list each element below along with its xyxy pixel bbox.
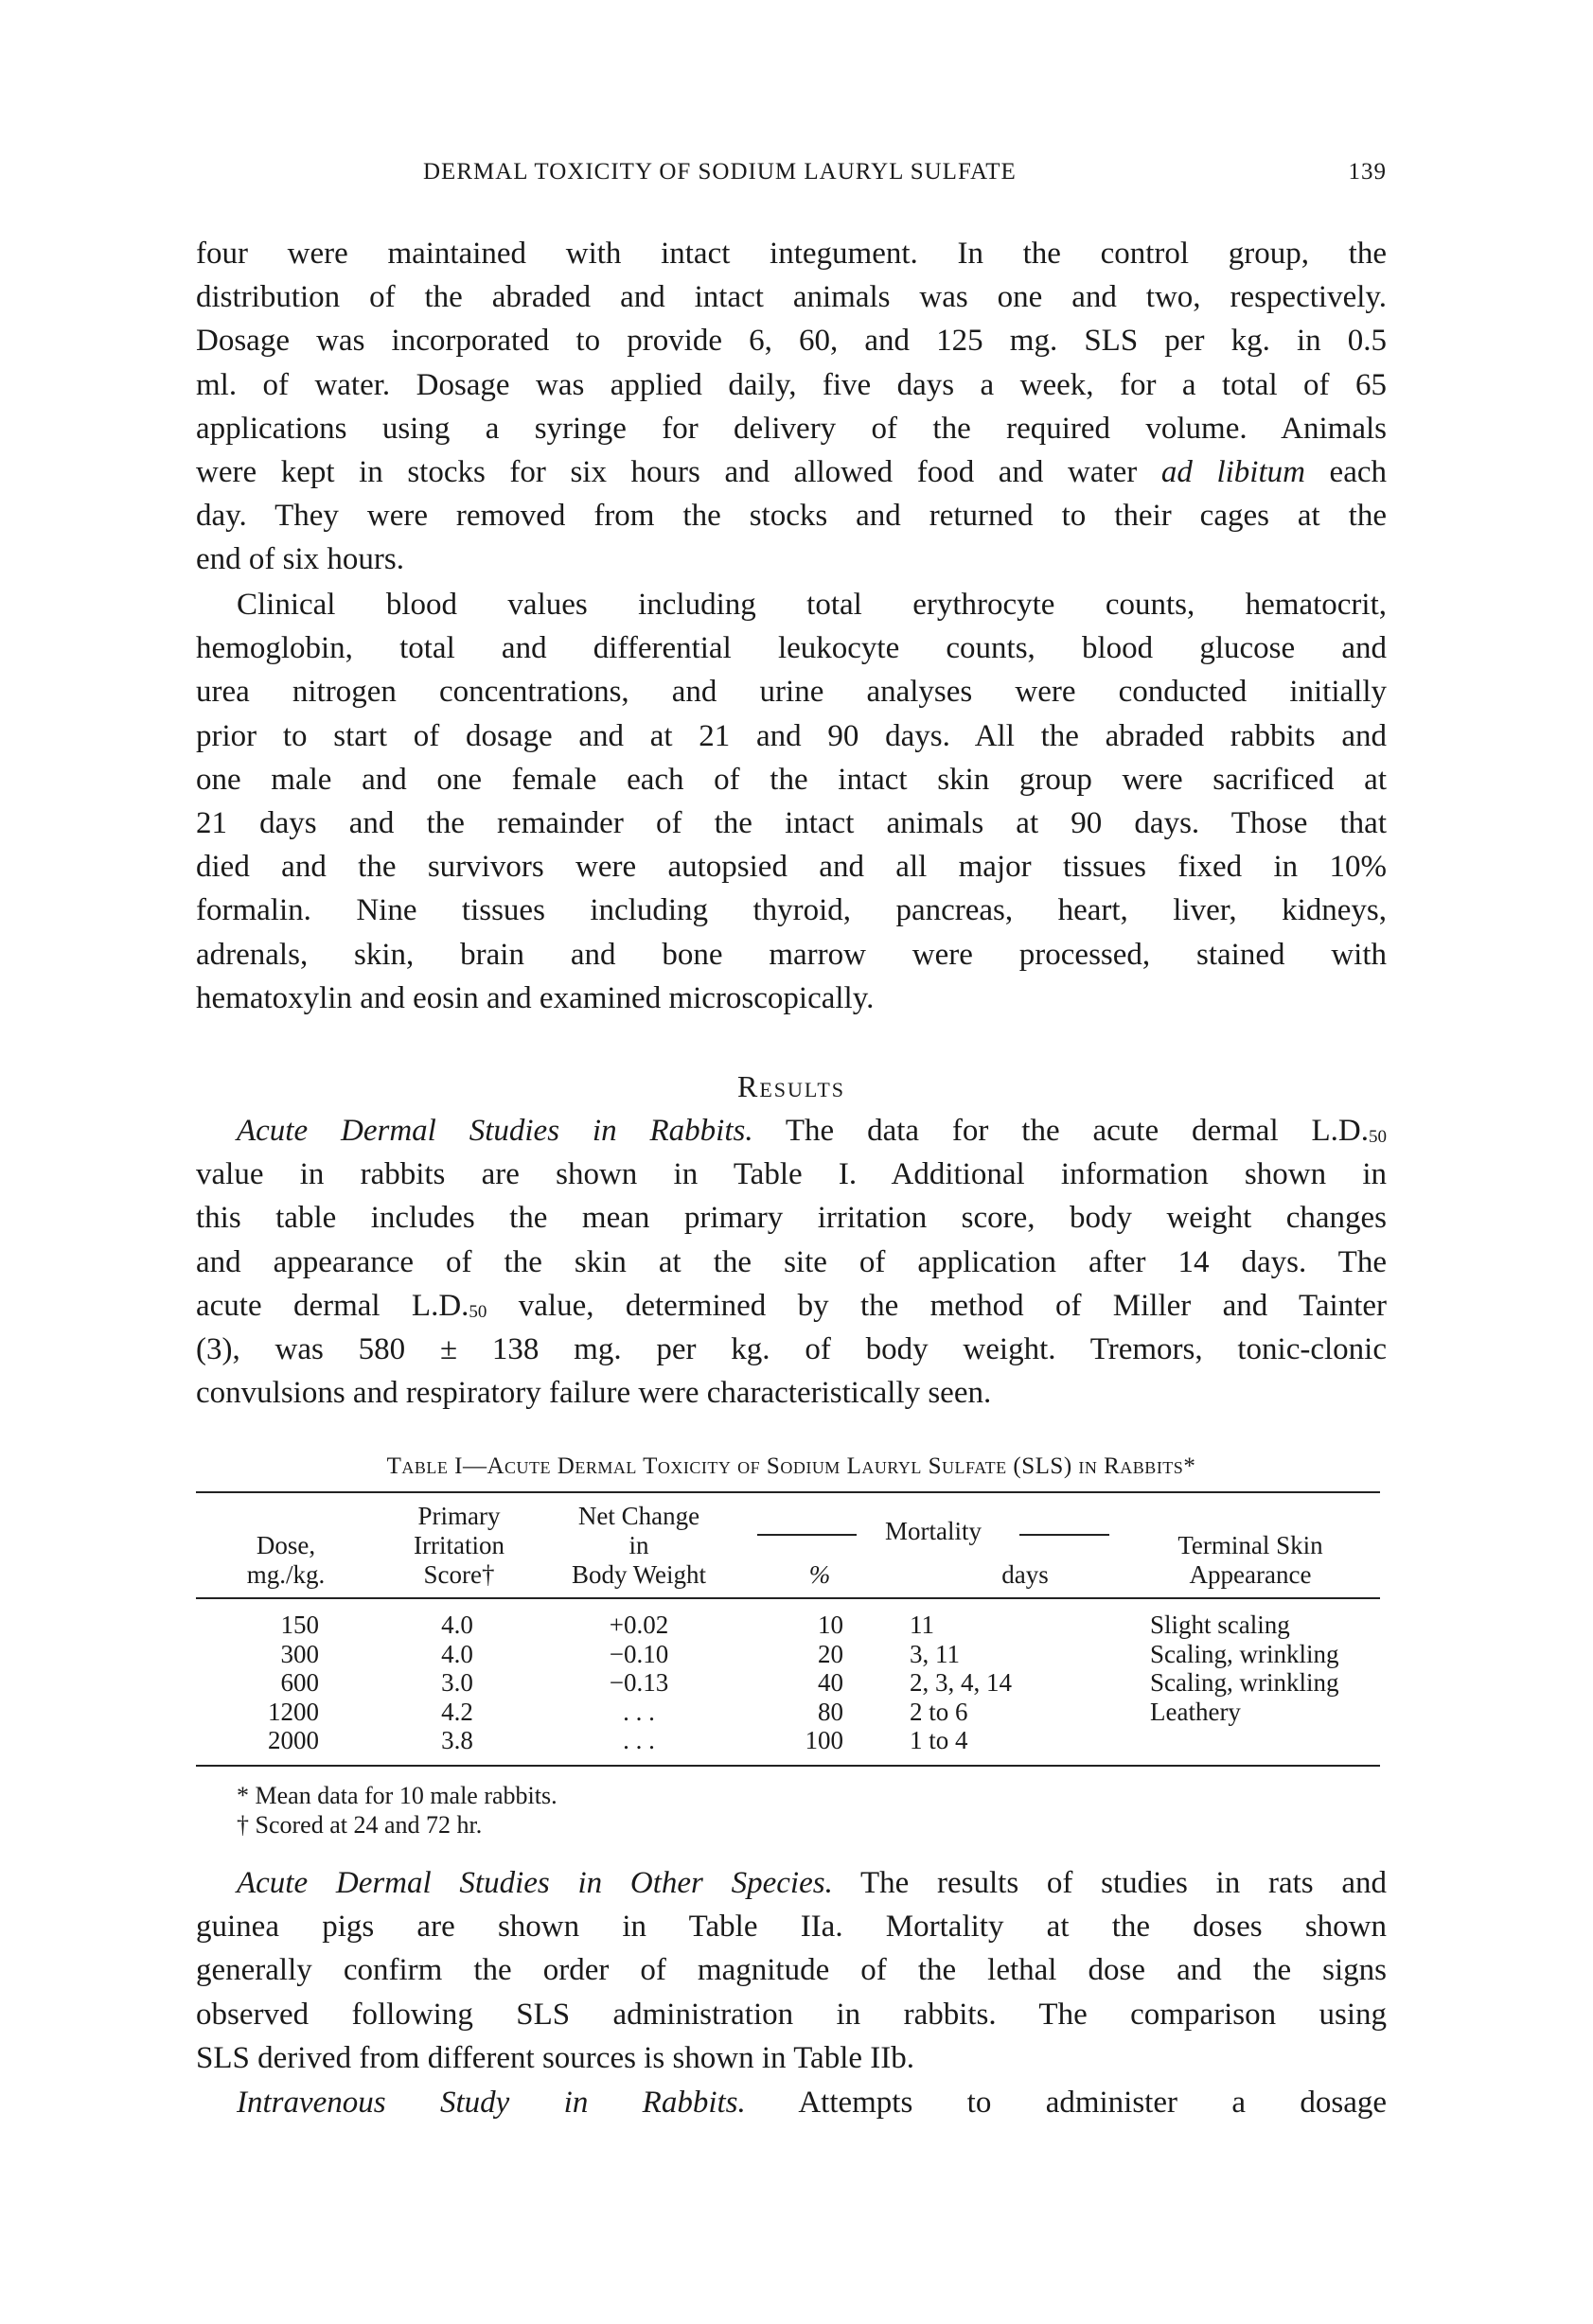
text-line: (3), was 580 ± 138 mg. per kg. of body weight. Tremors, tonic-clonic [196, 1331, 1387, 1366]
text-line: distribution of the abraded and intact animals was one and two, respectively. [196, 280, 1387, 315]
table-cell-days: 11 [910, 1611, 934, 1639]
header-weight-1: Net Change [577, 1502, 700, 1530]
header-days: days [1001, 1560, 1049, 1589]
text-line: were kept in stocks for six hours and allowed food and water ad libitum each [196, 454, 1387, 489]
header-pct: % [808, 1560, 831, 1589]
italic-run-in-heading: ad libitum [1160, 454, 1305, 489]
table-cell-days: 2 to 6 [910, 1697, 968, 1726]
text-line: died and the survivors were autopsied and all major tissues fixed in 10% [196, 850, 1387, 885]
header-weight-3: Body Weight [571, 1560, 707, 1589]
table-cell-weight: −0.13 [609, 1668, 669, 1697]
text-line: Intravenous Study in Rabbits. Attempts to administer a dosage [237, 2086, 1387, 2120]
table-cell-score: 4.0 [441, 1639, 473, 1668]
text-line: value in rabbits are shown in Table I. Additional information shown in [196, 1157, 1387, 1192]
text-line: one male and one female each of the intact skin group were sacrificed at [196, 762, 1387, 797]
section-heading-results: Results [737, 1069, 845, 1103]
table-cell-weight: −0.10 [609, 1639, 669, 1668]
table-top-rule [196, 1491, 1380, 1493]
header-skin-2: Appearance [1189, 1560, 1312, 1589]
text-line: hemoglobin, total and differential leukocyte counts, blood glucose and [196, 631, 1387, 666]
text-line: end of six hours. [196, 542, 404, 577]
text-line: observed following SLS administration in rabbits. The comparison using [196, 1997, 1387, 2032]
running-title: DERMAL TOXICITY OF SODIUM LAURYL SULFATE [423, 159, 1017, 185]
header-mortality-span [757, 1517, 1109, 1545]
header-score-3: Score† [423, 1560, 495, 1589]
table-cell-score: 4.0 [441, 1611, 473, 1639]
table-cell-skin: Scaling, wrinkling [1150, 1639, 1339, 1668]
header-score-2: Irritation [414, 1531, 504, 1559]
text-line: convulsions and respiratory failure were characteristically seen. [196, 1376, 992, 1411]
text-line: this table includes the mean primary irritation score, body weight changes [196, 1201, 1387, 1236]
table-cell-skin: Slight scaling [1150, 1611, 1290, 1639]
table-cell-weight: . . . [623, 1726, 655, 1754]
table-footnote-2: † Scored at 24 and 72 hr. [237, 1811, 483, 1839]
table-cell-dose: 300 [280, 1639, 319, 1668]
table-cell-days: 1 to 4 [910, 1726, 968, 1754]
text-line: SLS derived from different sources is shown in Table IIb. [196, 2040, 914, 2075]
italic-run-in-heading: Acute Dermal Studies in Rabbits. [237, 1114, 753, 1148]
header-skin-1: Terminal Skin [1177, 1531, 1323, 1559]
italic-run-in-heading: Acute Dermal Studies in Other Species. [237, 1866, 833, 1900]
table-cell-score: 3.8 [441, 1726, 473, 1754]
text-line: prior to start of dosage and at 21 and 90 days. All the abraded rabbits and [196, 718, 1387, 753]
table-cell-pct: 10 [818, 1611, 843, 1639]
paragraph-intravenous [196, 2081, 1387, 2124]
text-line: four were maintained with intact integument. In the control group, the [196, 237, 1387, 271]
text-line: ml. of water. Dosage was applied daily, five days a week, for a total of 65 [196, 367, 1387, 402]
text-line: Dosage was incorporated to provide 6, 60, and 125 mg. SLS per kg. in 0.5 [196, 324, 1387, 359]
paragraph-methods [196, 232, 1387, 582]
table-cell-pct: 20 [818, 1639, 843, 1668]
table-cell-days: 3, 11 [910, 1639, 960, 1668]
text-line: urea nitrogen concentrations, and urine analyses were conducted initially [196, 675, 1387, 710]
table-cell-dose: 1200 [268, 1697, 319, 1726]
text-line: day. They were removed from the stocks and returned to their cages at the [196, 499, 1387, 534]
table-header-rule [196, 1597, 1380, 1599]
text-line: acute dermal $L.D._{50}$ value, determined by the method of Miller and Tainter [196, 1288, 1387, 1323]
subscript: 50 [469, 1301, 487, 1322]
header-score-1: Primary [417, 1502, 501, 1530]
header-dose-1: Dose, [256, 1531, 316, 1559]
table-cell-skin: Scaling, wrinkling [1150, 1668, 1339, 1697]
paragraph-acute-rabbits [196, 1109, 1387, 1415]
text-line: formalin. Nine tissues including thyroid, pancreas, heart, liver, kidneys, [196, 893, 1387, 928]
text-line: Acute Dermal Studies in Rabbits. The data for the acute dermal $L.D._{50}$ [237, 1114, 1388, 1148]
mortality-brace-right [1019, 1534, 1109, 1536]
header-weight-2: in [628, 1531, 649, 1559]
table-cell-weight: +0.02 [609, 1611, 669, 1639]
table-cell-dose: 600 [280, 1668, 319, 1697]
mortality-brace-left [757, 1534, 857, 1536]
text-line: applications using a syringe for delivery of the required volume. Animals [196, 411, 1387, 446]
table-cell-pct: 80 [818, 1697, 843, 1726]
text-line: Acute Dermal Studies in Other Species. The results of studies in rats and [237, 1866, 1387, 1900]
text-line: Clinical blood values including total erythrocyte counts, hematocrit, [237, 588, 1387, 622]
italic-run-in-heading: Intravenous Study in Rabbits. [237, 2086, 746, 2120]
table-cell-pct: 40 [818, 1668, 843, 1697]
table-cell-days: 2, 3, 4, 14 [910, 1668, 1012, 1697]
text-line: generally confirm the order of magnitude of the lethal dose and the signs [196, 1953, 1387, 1988]
table-cell-skin: Leathery [1150, 1697, 1241, 1726]
table-cell-dose: 150 [280, 1611, 319, 1639]
subscript: 50 [1369, 1127, 1388, 1147]
text-line: and appearance of the skin at the site of application after 14 days. The [196, 1244, 1387, 1279]
paragraph-other-species [196, 1861, 1387, 2080]
paragraph-clinical [196, 583, 1387, 1020]
table-title: Table I—Acute Dermal Toxicity of Sodium Lauryl Sulfate (SLS) in Rabbits* [386, 1453, 1196, 1479]
text-line: adrenals, skin, brain and bone marrow were processed, stained with [196, 937, 1387, 972]
text-line: 21 days and the remainder of the intact animals at 90 days. Those that [196, 805, 1387, 840]
table-cell-weight: . . . [623, 1697, 655, 1726]
table-bottom-rule [196, 1765, 1380, 1767]
text-line: hematoxylin and eosin and examined microscopically. [196, 980, 875, 1015]
page-number: 139 [1348, 159, 1387, 185]
table-cell-score: 3.0 [441, 1668, 473, 1697]
text-line: guinea pigs are shown in Table IIa. Mortality at the doses shown [196, 1910, 1387, 1945]
header-dose-2: mg./kg. [246, 1560, 326, 1589]
table-footnote-1: * Mean data for 10 male rabbits. [237, 1782, 558, 1809]
table-cell-dose: 2000 [268, 1726, 319, 1754]
table-cell-pct: 100 [805, 1726, 843, 1754]
table-cell-score: 4.2 [441, 1697, 473, 1726]
header-mortality: Mortality [885, 1517, 982, 1545]
